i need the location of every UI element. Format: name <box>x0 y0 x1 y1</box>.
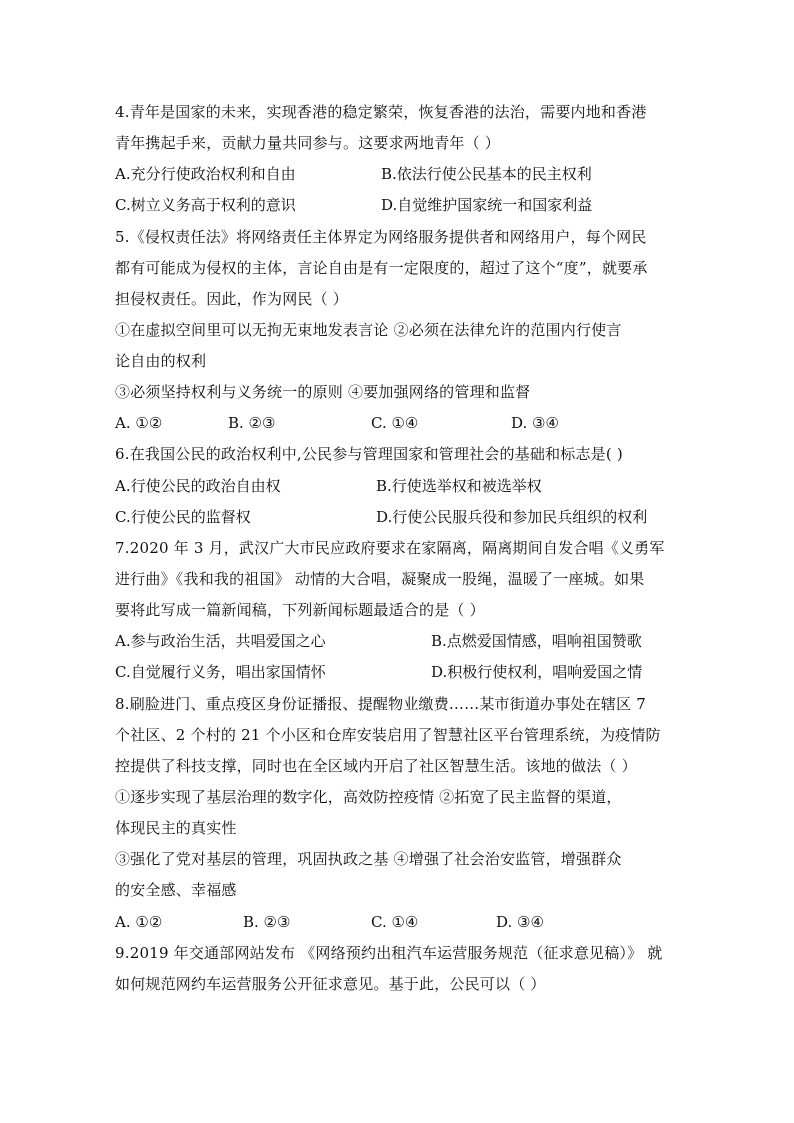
q4-stem-line-1: 4.青年是国家的未来，实现香港的稳定繁荣，恢复香港的法治，需要内地和香港 <box>115 103 647 121</box>
q6-option-b: B.行使选举权和被选举权 <box>376 477 542 495</box>
q8-item-line-1: ①逐步实现了基层治理的数字化，高效防控疫情 ②拓宽了民主监督的渠道， <box>115 788 622 806</box>
q5-stem-line-3: 担侵权责任。因此，作为网民（ ） <box>115 290 348 308</box>
q8-stem-line-1: 8.刷脸进门、重点疫区身份证播报、提醒物业缴费……某市街道办事处在辖区 7 <box>115 695 647 713</box>
q5-option-a: A. ①② <box>115 414 163 432</box>
q4-option-a: A.充分行使政治权利和自由 <box>115 165 296 183</box>
q8-item-line-2: 体现民主的真实性 <box>115 819 237 837</box>
q8-stem-line-3: 控提供了科技支撑，同时也在全区域内开启了社区智慧生活。该地的做法（ ） <box>115 757 637 775</box>
q4-option-b: B.依法行使公民基本的民主权利 <box>381 165 592 183</box>
q5-stem-line-2: 都有可能成为侵权的主体，言论自由是有一定限度的，超过了这个“度”，就要承 <box>115 259 648 277</box>
q5-option-d: D. ③④ <box>511 414 559 432</box>
q4-option-d: D.自觉维护国家统一和国家利益 <box>381 196 593 214</box>
q8-item-line-4: 的安全感、幸福感 <box>115 881 237 899</box>
q6-options-row-1 <box>115 476 695 496</box>
q8-stem-line-2: 个社区、2 个村的 21 个小区和仓库安装启用了智慧社区平台管理系统，为疫情防 <box>115 726 661 744</box>
q5-stem-line-1: 5.《侵权责任法》将网络责任主体界定为网络服务提供者和网络用户，每个网民 <box>115 228 647 246</box>
q8-option-b: B. ②③ <box>243 913 291 931</box>
q8-option-c: C. ①④ <box>371 913 419 931</box>
q4-stem-line-2: 青年携起手来，贡献力量共同参与。这要求两地青年（ ） <box>115 134 500 152</box>
q8-item-line-3: ③强化了党对基层的管理，巩固执政之基 ④增强了社会治安监管，增强群众 <box>115 850 622 868</box>
q7-stem-line-1: 7.2020 年 3 月，武汉广大市民应政府要求在家隔离，隔离期间自发合唱《义勇军 <box>115 539 665 557</box>
q7-option-c: C.自觉履行义务，唱出家国情怀 <box>115 663 326 681</box>
q7-stem-line-3: 要将此写成一篇新闻稿，下列新闻标题最适合的是（ ） <box>115 601 485 619</box>
q4-options-row-2 <box>115 195 695 215</box>
q6-stem-line-1: 6.在我国公民的政治权利中,公民参与管理国家和管理社会的基础和标志是( ) <box>115 445 623 463</box>
q5-option-c: C. ①④ <box>371 414 419 432</box>
q4-option-c: C.树立义务高于权利的意识 <box>115 196 296 214</box>
q7-option-b: B.点燃爱国情感，唱响祖国赞歌 <box>431 632 642 650</box>
q8-options-row <box>115 912 695 932</box>
q7-options-row-2 <box>115 662 695 682</box>
q9-stem-line-1: 9.2019 年交通部网站发布 《网络预约出租汽车运营服务规范（征求意见稿）》 就 <box>115 944 663 962</box>
q6-option-a: A.行使公民的政治自由权 <box>115 477 281 495</box>
q7-stem-line-2: 进行曲》《我和我的祖国》 动情的大合唱，凝聚成一股绳，温暖了一座城。如果 <box>115 570 645 588</box>
q8-option-a: A. ①② <box>115 913 163 931</box>
q5-option-b: B. ②③ <box>228 414 276 432</box>
q5-item-line-1: ①在虚拟空间里可以无拘无束地发表言论 ②必须在法律允许的范围内行使言 <box>115 321 622 339</box>
q6-option-c: C.行使公民的监督权 <box>115 508 251 526</box>
q5-item-line-2: 论自由的权利 <box>115 352 207 370</box>
q7-option-a: A.参与政治生活，共唱爱国之心 <box>115 632 326 650</box>
q4-options-row-1 <box>115 164 695 184</box>
q5-options-row <box>115 413 695 433</box>
q6-option-d: D.行使公民服兵役和参加民兵组织的权利 <box>376 508 648 526</box>
q7-option-d: D.积极行使权利，唱响爱国之情 <box>431 663 643 681</box>
q8-option-d: D. ③④ <box>496 913 544 931</box>
q7-options-row-1 <box>115 631 695 651</box>
q5-item-line-3: ③必须坚持权利与义务统一的原则 ④要加强网络的管理和监督 <box>115 383 531 401</box>
q6-options-row-2 <box>115 507 695 527</box>
q9-stem-line-2: 如何规范网约车运营服务公开征求意见。基于此，公民可以（ ） <box>115 975 546 993</box>
